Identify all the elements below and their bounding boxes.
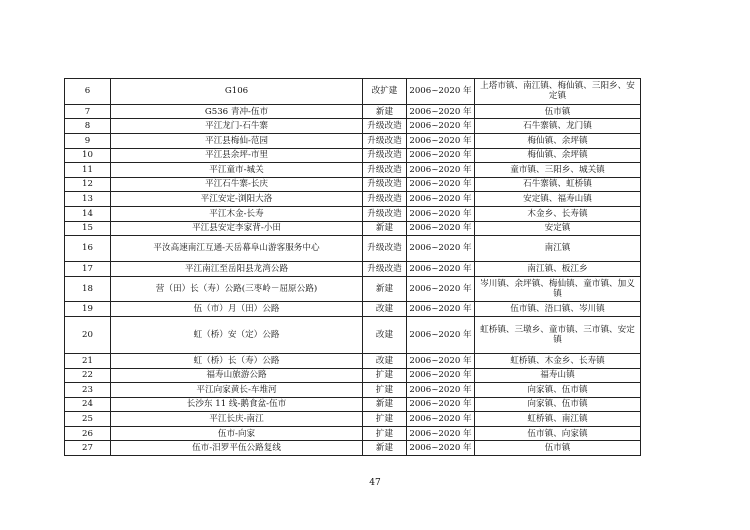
- construction-type-cell: 升级改造: [363, 119, 407, 134]
- row-number-cell: 7: [65, 104, 111, 119]
- construction-type-cell: 扩建: [363, 426, 407, 441]
- period-cell: 2006~2020 年: [407, 426, 475, 441]
- construction-type-cell: 新建: [363, 221, 407, 236]
- towns-cell: 梅仙镇、余坪镇: [475, 133, 641, 148]
- table-row: [65, 206, 641, 221]
- road-name-cell: 平江长庆-南江: [111, 412, 363, 427]
- construction-type-cell: 改建: [363, 302, 407, 317]
- row-number-cell: 20: [65, 316, 111, 353]
- construction-type-cell: 升级改造: [363, 261, 407, 276]
- towns-cell: 石牛寨镇、龙门镇: [475, 119, 641, 134]
- table-row: [65, 276, 641, 302]
- road-name-cell: 伍市-向家: [111, 426, 363, 441]
- row-number-cell: 27: [65, 441, 111, 456]
- construction-type-cell: 改扩建: [363, 79, 407, 105]
- road-name-cell: 平江龙门-石牛寨: [111, 119, 363, 134]
- row-number-cell: 12: [65, 177, 111, 192]
- road-name-cell: 伍市-汨罗平伍公路复线: [111, 441, 363, 456]
- construction-type-cell: 扩建: [363, 412, 407, 427]
- table-row: [65, 316, 641, 353]
- period-cell: 2006~2020 年: [407, 79, 475, 105]
- road-name-cell: 平江石牛寨-长庆: [111, 177, 363, 192]
- table-row: [65, 79, 641, 105]
- period-cell: 2006~2020 年: [407, 163, 475, 178]
- row-number-cell: 24: [65, 397, 111, 412]
- period-cell: 2006~2020 年: [407, 133, 475, 148]
- road-name-cell: G536 青冲-伍市: [111, 104, 363, 119]
- table-row: [65, 383, 641, 398]
- table-row: [65, 221, 641, 236]
- row-number-cell: 17: [65, 261, 111, 276]
- row-number-cell: 19: [65, 302, 111, 317]
- road-name-cell: 平江南江至岳阳县龙湾公路: [111, 261, 363, 276]
- period-cell: 2006~2020 年: [407, 192, 475, 207]
- construction-type-cell: 新建: [363, 276, 407, 302]
- road-name-cell: 平江县余坪-市里: [111, 148, 363, 163]
- row-number-cell: 25: [65, 412, 111, 427]
- road-name-cell: 平汝高速南江互通-天岳幕阜山游客服务中心: [111, 236, 363, 262]
- period-cell: 2006~2020 年: [407, 119, 475, 134]
- table-row: [65, 397, 641, 412]
- row-number-cell: 6: [65, 79, 111, 105]
- towns-cell: 上塔市镇、南江镇、梅仙镇、三阳乡、安定镇: [475, 79, 641, 105]
- period-cell: 2006~2020 年: [407, 368, 475, 383]
- row-number-cell: 13: [65, 192, 111, 207]
- period-cell: 2006~2020 年: [407, 383, 475, 398]
- row-number-cell: 14: [65, 206, 111, 221]
- table-row: [65, 302, 641, 317]
- road-name-cell: 平江童市-城关: [111, 163, 363, 178]
- towns-cell: 虹桥镇、木金乡、长寿镇: [475, 353, 641, 368]
- towns-cell: 南江镇、板江乡: [475, 261, 641, 276]
- table-row: [65, 163, 641, 178]
- road-name-cell: 平江木金-长寿: [111, 206, 363, 221]
- towns-cell: 童市镇、三阳乡、城关镇: [475, 163, 641, 178]
- road-name-cell: 伍（市）月（田）公路: [111, 302, 363, 317]
- construction-type-cell: 新建: [363, 104, 407, 119]
- period-cell: 2006~2020 年: [407, 221, 475, 236]
- table-row: [65, 177, 641, 192]
- road-name-cell: 长沙东 11 线-鹅食盆-伍市: [111, 397, 363, 412]
- road-name-cell: G106: [111, 79, 363, 105]
- road-name-cell: 平江县安定李家背-小田: [111, 221, 363, 236]
- row-number-cell: 21: [65, 353, 111, 368]
- construction-type-cell: 升级改造: [363, 192, 407, 207]
- row-number-cell: 16: [65, 236, 111, 262]
- road-name-cell: 营（田）长（寿）公路(三枣岭－屈原公路): [111, 276, 363, 302]
- construction-type-cell: 升级改造: [363, 206, 407, 221]
- towns-cell: 伍市镇: [475, 441, 641, 456]
- period-cell: 2006~2020 年: [407, 276, 475, 302]
- row-number-cell: 26: [65, 426, 111, 441]
- towns-cell: 木金乡、长寿镇: [475, 206, 641, 221]
- road-name-cell: 平江县梅仙-范园: [111, 133, 363, 148]
- table-row: [65, 441, 641, 456]
- table-row: [65, 261, 641, 276]
- table-row: [65, 368, 641, 383]
- table-row: [65, 133, 641, 148]
- towns-cell: 虹桥镇、三墩乡、童市镇、三市镇、安定镇: [475, 316, 641, 353]
- construction-type-cell: 升级改造: [363, 236, 407, 262]
- row-number-cell: 11: [65, 163, 111, 178]
- construction-type-cell: 扩建: [363, 383, 407, 398]
- construction-type-cell: 升级改造: [363, 163, 407, 178]
- table-row: [65, 426, 641, 441]
- towns-cell: 向家镇、伍市镇: [475, 397, 641, 412]
- road-name-cell: 虹（桥）长（寿）公路: [111, 353, 363, 368]
- period-cell: 2006~2020 年: [407, 302, 475, 317]
- towns-cell: 安定镇: [475, 221, 641, 236]
- towns-cell: 南江镇: [475, 236, 641, 262]
- road-name-cell: 福寿山旅游公路: [111, 368, 363, 383]
- table-row: [65, 104, 641, 119]
- page-number: 47: [369, 478, 381, 488]
- table-row: [65, 119, 641, 134]
- construction-type-cell: 升级改造: [363, 177, 407, 192]
- construction-type-cell: 改建: [363, 353, 407, 368]
- row-number-cell: 9: [65, 133, 111, 148]
- construction-type-cell: 扩建: [363, 368, 407, 383]
- row-number-cell: 15: [65, 221, 111, 236]
- construction-type-cell: 改建: [363, 316, 407, 353]
- table-row: [65, 236, 641, 262]
- construction-type-cell: 升级改造: [363, 148, 407, 163]
- towns-cell: 伍市镇: [475, 104, 641, 119]
- towns-cell: 石牛寨镇、虹桥镇: [475, 177, 641, 192]
- period-cell: 2006~2020 年: [407, 353, 475, 368]
- towns-cell: 福寿山镇: [475, 368, 641, 383]
- towns-cell: 向家镇、伍市镇: [475, 383, 641, 398]
- row-number-cell: 8: [65, 119, 111, 134]
- towns-cell: 伍市镇、浯口镇、岑川镇: [475, 302, 641, 317]
- construction-type-cell: 新建: [363, 441, 407, 456]
- row-number-cell: 18: [65, 276, 111, 302]
- period-cell: 2006~2020 年: [407, 441, 475, 456]
- road-name-cell: 虹（桥）安（定）公路: [111, 316, 363, 353]
- period-cell: 2006~2020 年: [407, 316, 475, 353]
- road-name-cell: 平江向家黄长-车堆河: [111, 383, 363, 398]
- period-cell: 2006~2020 年: [407, 177, 475, 192]
- towns-cell: 梅仙镇、余坪镇: [475, 148, 641, 163]
- towns-cell: 伍市镇、向家镇: [475, 426, 641, 441]
- construction-type-cell: 新建: [363, 397, 407, 412]
- towns-cell: 岑川镇、余坪镇、梅仙镇、童市镇、加义镇: [475, 276, 641, 302]
- towns-cell: 虹桥镇、南江镇: [475, 412, 641, 427]
- road-project-table: [64, 78, 641, 456]
- table-row: [65, 412, 641, 427]
- period-cell: 2006~2020 年: [407, 104, 475, 119]
- period-cell: 2006~2020 年: [407, 261, 475, 276]
- row-number-cell: 23: [65, 383, 111, 398]
- towns-cell: 安定镇、福寿山镇: [475, 192, 641, 207]
- period-cell: 2006~2020 年: [407, 148, 475, 163]
- table-body: [65, 79, 641, 456]
- period-cell: 2006~2020 年: [407, 412, 475, 427]
- period-cell: 2006~2020 年: [407, 397, 475, 412]
- table-row: [65, 192, 641, 207]
- road-name-cell: 平江安定-浏阳大洛: [111, 192, 363, 207]
- table-row: [65, 353, 641, 368]
- table-row: [65, 148, 641, 163]
- period-cell: 2006~2020 年: [407, 206, 475, 221]
- row-number-cell: 22: [65, 368, 111, 383]
- period-cell: 2006~2020 年: [407, 236, 475, 262]
- construction-type-cell: 升级改造: [363, 133, 407, 148]
- row-number-cell: 10: [65, 148, 111, 163]
